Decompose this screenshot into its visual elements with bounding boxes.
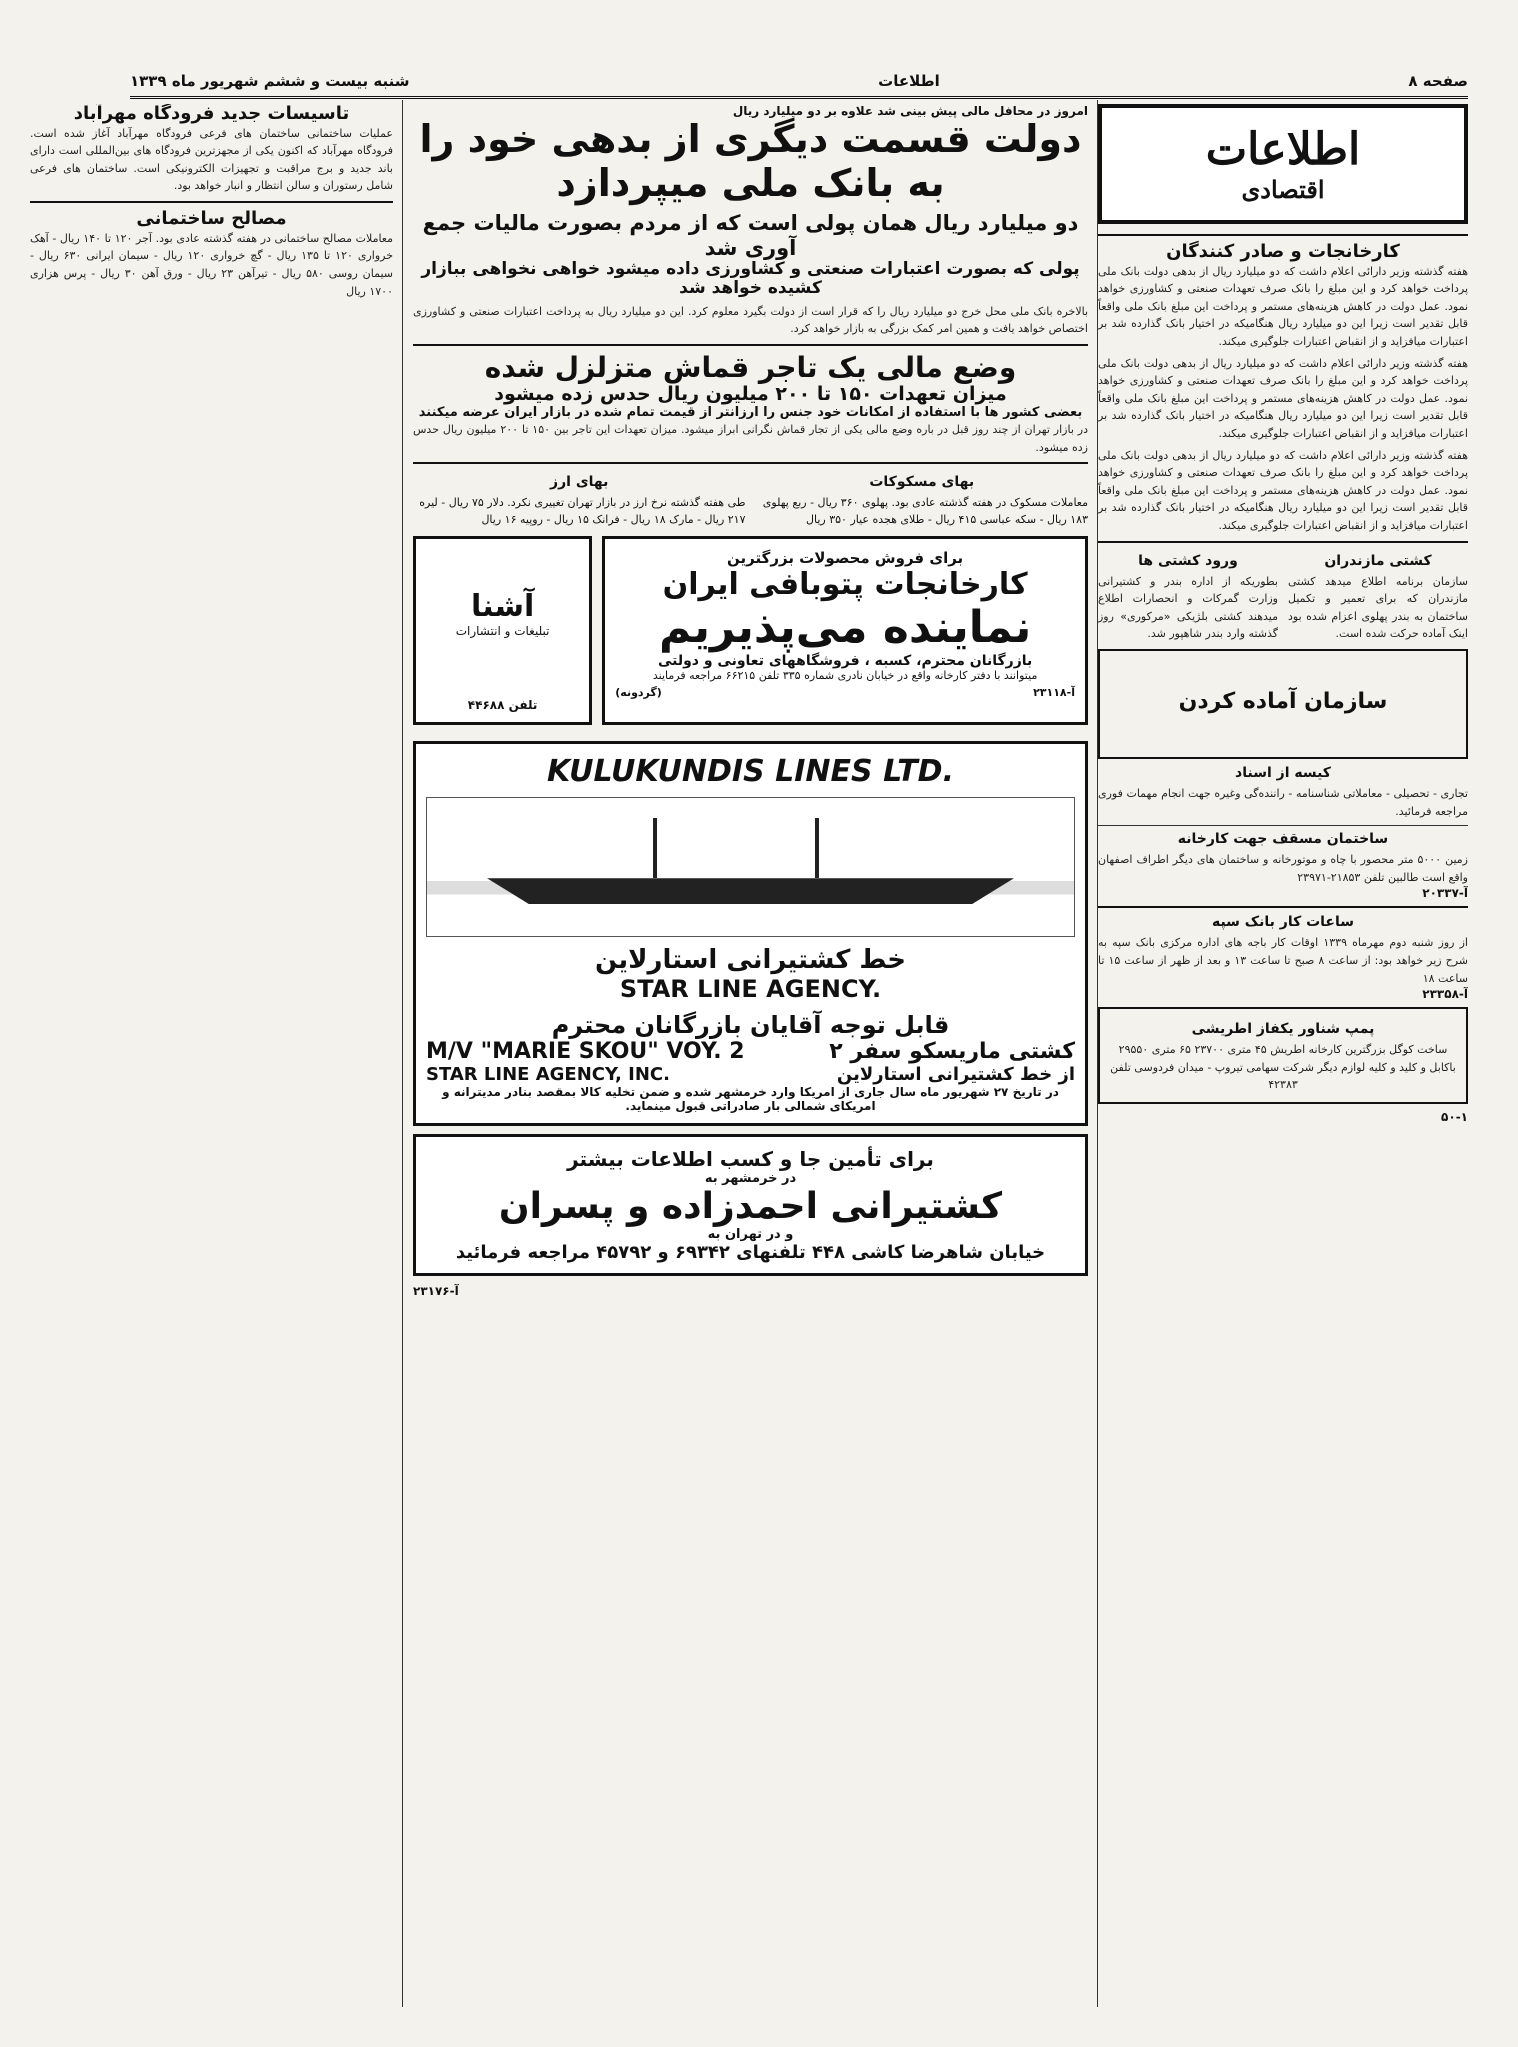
fx-prices: طی هفته گذشته نرخ ارز در بازار تهران تغییری نکرد. دلار ۷۵ ریال - لیره ۲۱۷ ریال - مارک ۱۸ ریال - فرانک ۱۵ ریال - روپیه ۱۶ ریال (419, 496, 746, 527)
ad-code: آ-۲۳۳۵۸ (1422, 987, 1468, 1002)
article-title: ساختمان مسقف جهت کارخانه (1177, 831, 1389, 848)
divider (1098, 825, 1468, 826)
article-title: ساعات کار بانک سپه (1211, 914, 1355, 931)
fx-title: بهای ارز (550, 474, 609, 491)
ship-illustration (426, 797, 1075, 937)
ad-mid: در خرمشهر به (704, 1171, 797, 1187)
ad-code: ۵۰-۱ (1441, 1109, 1468, 1124)
two-column-block (1098, 549, 1468, 643)
section-logo (1098, 104, 1468, 224)
ad-slogan: نماینده می‌پذیریم (658, 602, 1032, 654)
agency-name-en: STAR LINE AGENCY. (619, 975, 882, 1004)
ashna-ad (413, 536, 592, 725)
header-rule (130, 96, 1468, 99)
agency-line (426, 1064, 1075, 1085)
article-body: معاملات مصالح ساختمانی در هفته گذشته عادی بود. آجر ۱۲۰ تا ۱۴۰ ریال - آهک خرواری ۱۲۰ تا ۱۳۵ ریال - گچ خرواری ۱۲۰ ریال - سیمان ایرانی ۶۳۰ ریال - سیمان روسی ۵۸۰ ریال - تیرآهن ۲۳ ریال - ورق آهن ۳۰ ریال - پرس هزاری ۱۷۰۰ ریال (30, 231, 393, 298)
article-body: بطوریکه از اداره بندر و کشتیرانی وزارت گمرکات و انحصارات اطلاع میدهند کشتی بلژیکی «مرکوری» روز گذشته وارد بندر شاهپور شد. (1098, 574, 1278, 641)
ad-company: کشتیرانی احمدزاده و پسران (498, 1186, 1003, 1228)
ad-agency: (گردونه) (615, 686, 662, 700)
article-title: تاسیسات جدید فرودگاه مهرآباد (73, 104, 350, 124)
lead-deck: دو میلیارد ریال همان پولی است که از مردم بصورت مالیات جمع آوری شد (422, 211, 1079, 260)
story-deck: میزان تعهدات ۱۵۰ تا ۲۰۰ میلیون ریال حدس زده میشود (494, 383, 1007, 406)
story-deck-2: بعضی کشور ها با استفاده از امکانات خود جنس را ارزانتر از قیمت تمام شده در بازار ایران عرضه میکنند (418, 404, 1083, 420)
divider (413, 462, 1088, 464)
logo-main-text: اطلاعات (1205, 124, 1361, 175)
article-body: تجاری - تحصیلی - معاملاتی شناسنامه - راننده‌گی وغیره جهت انجام مهمات فوری مراجعه فرمائید. (1098, 786, 1468, 818)
shipping-ad (413, 741, 1088, 1126)
ad-box (1098, 649, 1468, 759)
ad-address: میتوانند با دفتر کارخانه واقع در خیابان نادری شماره ۳۳۵ تلفن ۶۶۲۱۵ مراجعه فرمایند (652, 669, 1038, 683)
ad-title: پمپ شناور یکفاز اطریشی (1191, 1021, 1375, 1038)
column-middle (413, 104, 1088, 2007)
ad-company: کارخانجات پتوبافی ایران (662, 567, 1028, 603)
ad-logo-text: آشنا (470, 589, 535, 625)
ad-row (413, 528, 1088, 733)
voyage-line (426, 1039, 1075, 1064)
article-title: کارخانجات و صادر کنندگان (1166, 241, 1400, 262)
article-title: کشتی مازندران (1324, 552, 1432, 569)
ad-body: ساخت کوگل بزرگترین کارخانه اطریش ۴۵ متری ۲۳۷۰۰ ۶۵ متری ۲۹۵۵۰ باکابل و کلید و کلیه لوازم دیگر شرکت سهامی تیروپ - میدان فردوسی تلفن ۴۲۳۸۳ (1110, 1043, 1456, 1092)
ship-hull (487, 878, 1014, 904)
ad-footer (615, 686, 1075, 699)
article-title: کیسه از اسناد (1235, 764, 1331, 781)
ad-address: خیابان شاهرضا کاشی ۴۴۸ تلفنهای ۶۹۳۴۲ و ۴۵۷۹۲ مراجعه فرمائید (455, 1242, 1046, 1264)
divider (1098, 234, 1468, 236)
blanket-factory-ad (602, 536, 1088, 725)
paper-name: اطلاعات (878, 72, 940, 90)
coins-prices: معاملات مسکوک در هفته گذشته عادی بود. پهلوی ۳۶۰ ریال - ربع پهلوی ۱۸۳ ریال - سکه عباسی ۴۱۵ ریال - طلای هجده عیار ۳۵۰ ریال (762, 496, 1088, 527)
ship-mast (815, 818, 819, 878)
prices-block (413, 470, 1088, 528)
article-body: عملیات ساختمانی ساختمان های فرعی فرودگاه مهرآباد آغاز شده است. فرودگاه مهرآباد که اکنون یکی از مجهزترین فرودگاه های بین‌المللی است دارای باند جدید و برج مراقبت و تجهیزات الکترونیکی است. ساختمان های فرعی شامل رستوران و سالن انتظار و انبار خواهد بود. (30, 126, 393, 193)
article-body: زمین ۵۰۰۰ متر محصور با چاه و موتورخانه و ساختمان های دیگر اطراف اصفهان واقع است طالبین تلفن ۲۱۸۵۳-۲۳۹۷۱ (1098, 853, 1468, 884)
story-headline: وضع مالی یک تاجر قماش متزلزل شده (484, 350, 1017, 384)
divider (1098, 541, 1468, 543)
agency-fa: از خط کشتیرانی استارلاین (836, 1064, 1075, 1086)
ad-subtitle: تبلیغات و انتشارات (455, 624, 550, 639)
ship-mast (653, 818, 657, 878)
voyage-fa: کشتی ماریسکو سفر ۲ (829, 1039, 1075, 1065)
column-left (30, 104, 393, 727)
column-right (1098, 104, 1468, 2007)
ad-code: آ-۲۳۱۱۸ (1033, 686, 1075, 700)
attention-line: قابل توجه آقایان بازرگانان محترم (551, 1011, 950, 1040)
article-body: هفته گذشته وزیر دارائی اعلام داشت که دو میلیارد ریال از بدهی دولت بانک ملی پرداخت خواهد کرد و این مبلغ را بانک صرف تعهدات صنعتی و کشاورزی خواهد نمود. عمل دولت در کاهش هزینه‌های مستمر و پرداخت این مبلغ بانک ملی واقعاً قابل تقدیر است زیرا این دو میلیارد ریال هنگامیکه در اختیار بانک گذارده شد بر اعتبارات میافزاید و از انقباض اعتبارات جلوگیری میکند. (1098, 356, 1468, 441)
divider (1098, 906, 1468, 908)
lead-deck-2: پولی که بصورت اعتبارات صنعتی و کشاورزی داده میشود خواهی نخواهی ببازار کشیده خواهد شد (421, 258, 1080, 299)
divider (413, 344, 1088, 346)
ad-top: برای فروش محصولات بزرگترین (727, 549, 964, 568)
ad-code: آ-۲۳۱۷۶ (413, 1284, 459, 1299)
story-body: در بازار تهران از چند روز قبل در باره وضع مالی یکی از تجار قماش نگرانی ابراز میشود. میزان تعهدات این تاجر بین ۱۵۰ تا ۲۰۰ میلیون ریال حدس زده میشود. (413, 422, 1088, 454)
issue-date: شنبه بیست و ششم شهریور ماه ۱۳۳۹ (130, 72, 410, 90)
agency-en: STAR LINE AGENCY, INC. (426, 1064, 670, 1086)
pump-ad (1098, 1007, 1468, 1104)
lead-headline: دولت قسمت دیگری از بدهی خود را به بانک ملی میپردازد (419, 117, 1082, 205)
lead-body: بالاخره بانک ملی محل خرج دو میلیارد ریال را که قرار است از دولت بگیرد معلوم کرد. این دو میلیارد ریال به پرداخت اعتبارات صنعتی و کشاورزی اختصاص خواهد یافت و همین امر کمک بزرگی به بازار خواهد کرد. (413, 304, 1088, 336)
ad-audience: بازرگانان محترم، کسبه ، فروشگاههای تعاونی و دولتی (657, 653, 1033, 670)
ad-code: آ-۲۰۳۳۷ (1422, 886, 1468, 901)
shipping-line-name: KULUKUNDIS LINES LTD. (547, 754, 954, 790)
coins-title: بهای مسکوکات (869, 474, 975, 491)
divider (30, 201, 393, 203)
column-divider (402, 100, 403, 2007)
logo-sub-text: اقتصادی (1241, 175, 1325, 204)
agency-name-fa: خط کشتیرانی استارلاین (595, 945, 906, 976)
article-body: سازمان برنامه اطلاع میدهد کشتی مازندران که برای تعمیر و تکمیل ساختمان به بندر پهلوی اعزام شده بود اینک آماده حرکت شده است. (1288, 574, 1468, 641)
ad-top: برای تأمین جا و کسب اطلاعات بیشتر (567, 1147, 934, 1172)
article-title: مصالح ساختمانی (136, 208, 287, 230)
voyage-en: M/V "MARIE SKOU" VOY. 2 (426, 1039, 745, 1065)
article-body: هفته گذشته وزیر دارائی اعلام داشت که دو میلیارد ریال از بدهی دولت بانک ملی پرداخت خواهد کرد و این مبلغ را بانک صرف تعهدات صنعتی و کشاورزی خواهد نمود. عمل دولت در کاهش هزینه‌های مستمر و پرداخت این مبلغ بانک ملی واقعاً قابل تقدیر است زیرا این دو میلیارد ریال هنگامیکه در اختیار بانک گذارده شد بر اعتبارات میافزاید و از انقباض اعتبارات جلوگیری میکند. (1098, 448, 1468, 532)
page-number: صفحه ۸ (1408, 72, 1468, 90)
ad-logo-text: سازمان آماده کردن (1178, 688, 1388, 714)
shipping-notice: در تاریخ ۲۷ شهریور ماه سال جاری از امریکا وارد خرمشهر شده و ضمن تخلیه کالا بمقصد بنادر مدیترانه و امریکای شمالی بار صادراتی قبول مینماید. (442, 1085, 1059, 1114)
kicker: امروز در محافل مالی پیش بینی شد علاوه بر دو میلیارد ریال (732, 104, 1088, 118)
page-header (130, 70, 1468, 92)
ahmadzadeh-ad (413, 1134, 1088, 1276)
ad-city: و در تهران به (707, 1227, 794, 1243)
article-title: ورود کشتی ها (1138, 552, 1238, 569)
article-body: از روز شنبه دوم مهرماه ۱۳۳۹ اوقات کار باجه های اداره مرکزی بانک سپه به شرح زیر خواهد بود: از ساعت ۸ صبح تا ساعت ۱۳ و بعد از ظهر از ساعت ۱۵ تا ساعت ۱۸ (1098, 936, 1468, 985)
article-body: هفته گذشته وزیر دارائی اعلام داشت که دو میلیارد ریال از بدهی دولت بانک ملی پرداخت خواهد کرد و این مبلغ را بانک صرف تعهدات صنعتی و کشاورزی خواهد نمود. عمل دولت در کاهش هزینه‌های مستمر و پرداخت این مبلغ بانک ملی واقعاً قابل تقدیر است زیرا این دو میلیارد ریال هنگامیکه در اختیار بانک گذارده شد بر اعتبارات میافزاید و از انقباض اعتبارات جلوگیری میکند. (1098, 264, 1468, 349)
ad-phone: تلفن ۴۴۶۸۸ (467, 698, 538, 713)
